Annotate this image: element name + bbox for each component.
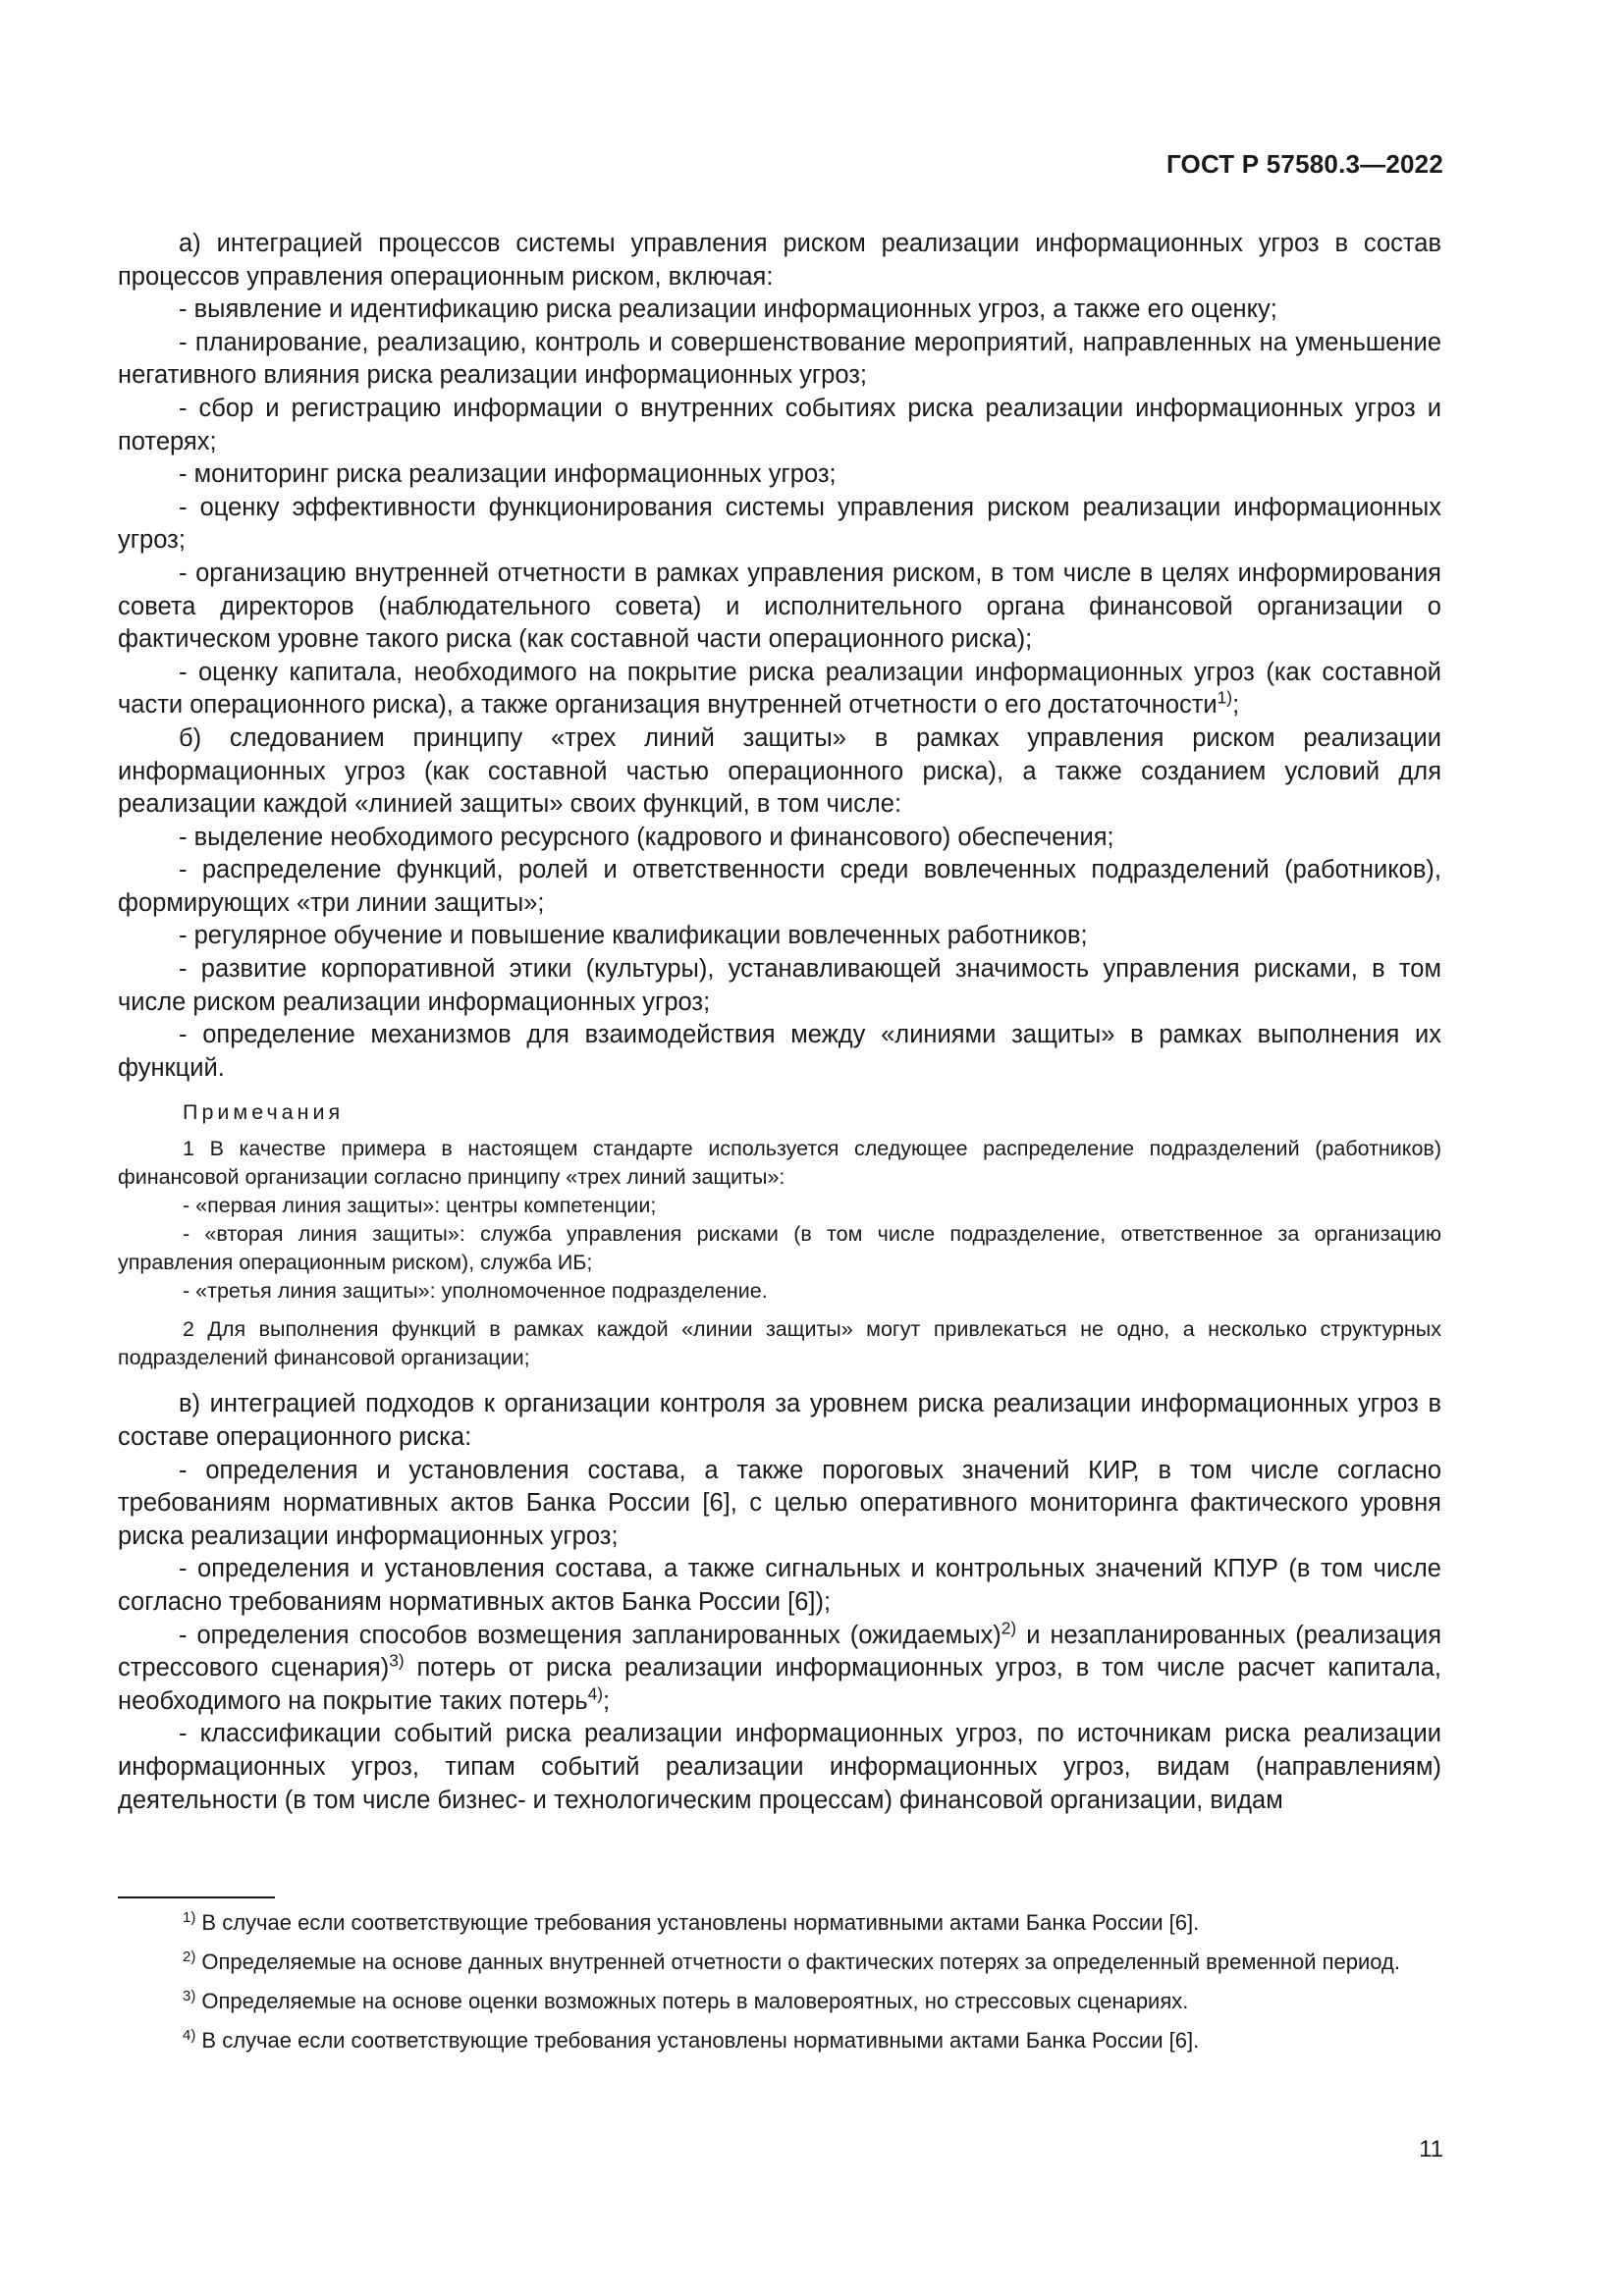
list-item: - планирование, реализацию, контроль и совершенствование мероприятий, направленных на уменьшение негативного влияния риска реализации информационных угроз;	[118, 328, 1441, 390]
list-item-text: - оценку капитала, необходимого на покрытие риска реализации информационных угроз (как составной части операционного риска), а также организация внутренней отчетности о его достаточности	[118, 658, 1441, 720]
note-1-item: - «третья линия защиты»: уполномоченное подразделение.	[183, 1279, 768, 1304]
note-1-item: - «первая линия защиты»: центры компетенции;	[183, 1194, 657, 1218]
footnote-text: В случае если соответствующие требования установлены нормативными актами Банка России [6].	[195, 1910, 1200, 1935]
footnote-text: В случае если соответствующие требования установлены нормативными актами Банка России [6].	[195, 2028, 1200, 2053]
footnote-text: Определяемые на основе оценки возможных потерь в маловероятных, но стрессовых сценариях.	[195, 1989, 1189, 2013]
list-item: - выявление и идентификацию риска реализации информационных угроз, а также его оценку;	[179, 295, 1277, 324]
list-item: - сбор и регистрацию информации о внутренних событиях риска реализации информационных угроз и потерях;	[118, 394, 1441, 455]
list-item: - организацию внутренней отчетности в рамках управления риском, в том числе в целях информирования совета директоров (наблюдательного совета) и исполнительного органа финансовой организации о фактическом уровне такого риска (как составной части операционного риска);	[118, 559, 1441, 654]
list-item-text: и незапланированных (реализация стрессового сценария)	[118, 1621, 1441, 1682]
footnote-ref: 3)	[389, 1650, 405, 1671]
footnote-mark: 4)	[183, 2026, 196, 2044]
footnote-ref: 1)	[1217, 687, 1233, 708]
note-2: 2 Для выполнения функций в рамках каждой «линии защиты» могут привлекаться не одно, а несколько структурных подразделений финансовой организации;	[118, 1317, 1441, 1370]
list-item: - выделение необходимого ресурсного (кадрового и финансового) обеспечения;	[179, 823, 1114, 851]
list-item: - классификации событий риска реализации информационных угроз, по источникам риска реализации информационных угроз, типам событий реализации информационных угроз, видам (направлениям) деятельности (в том числе бизнес- и технологическим процессам) финансовой организации, видам	[118, 1720, 1441, 1814]
notes-block	[118, 1098, 1441, 1372]
footnote-mark: 2)	[183, 1948, 196, 1965]
footnote-ref: 4)	[587, 1683, 604, 1704]
list-item: - регулярное обучение и повышение квалификации вовлеченных работников;	[179, 922, 1088, 950]
note-1: 1 В качестве примера в настоящем стандарте используется следующее распределение подразделений (работников) финансовой организации согласно принципу «трех линий защиты»:	[118, 1137, 1441, 1190]
list-item-text: - определения способов возмещения запланированных (ожидаемых)	[179, 1621, 1001, 1649]
paragraph-b: б) следованием принципу «трех линий защиты» в рамках управления риском реализации информационных угроз (как составной частью операционного риска), а также созданием условий для реализации каждой «линией защиты» своих функций, в том числе:	[118, 723, 1441, 819]
list-item	[118, 1620, 1441, 1719]
list-item: - определения и установления состава, а также пороговых значений КИР, в том числе согласно требованиям нормативных актов Банка России [6], с целью оперативного мониторинга фактического уровня риска реализации информационных угроз;	[118, 1456, 1441, 1550]
list-item-end: ;	[1232, 691, 1240, 720]
note-1-item: - «вторая линия защиты»: служба управления рисками (в том числе подразделение, ответственное за организацию управления операционным риском), служба ИБ;	[118, 1222, 1441, 1275]
footnote	[118, 2026, 1441, 2056]
footnote-mark: 3)	[183, 1987, 196, 2004]
list-item: - развитие корпоративной этики (культуры), устанавливающей значимость управления рисками, в том числе риском реализации информационных угроз;	[118, 955, 1441, 1016]
footnote-separator	[118, 1896, 275, 1898]
list-item: - определения и установления состава, а также сигнальных и контрольных значений КПУР (в том числе согласно требованиям нормативных актов Банка России [6]);	[118, 1555, 1441, 1616]
page-number: 11	[1419, 2136, 1443, 2163]
footnote-text: Определяемые на основе данных внутренней отчетности о фактических потерях за определенный временной период.	[195, 1949, 1401, 1974]
list-item: - оценку эффективности функционирования системы управления риском реализации информационных угроз;	[118, 493, 1441, 555]
footnote-mark: 1)	[183, 1908, 196, 1926]
list-item: - распределение функций, ролей и ответственности среди вовлеченных подразделений (работников), формирующих «три линии защиты»;	[118, 856, 1441, 917]
list-item: - мониторинг риска реализации информационных угроз;	[179, 460, 837, 489]
footnote	[118, 1908, 1441, 1938]
footnote-ref: 2)	[1001, 1618, 1017, 1638]
document-header: ГОСТ Р 57580.3—2022	[1165, 149, 1443, 179]
main-text	[118, 228, 1441, 1817]
list-item: - определение механизмов для взаимодействия между «линиями защиты» в рамках выполнения их функций.	[118, 1021, 1441, 1082]
footnotes	[118, 1908, 1441, 2065]
footnote	[118, 1948, 1441, 1977]
paragraph-a: а) интеграцией процессов системы управления риском реализации информационных угроз в состав процессов управления операционным риском, включая:	[118, 230, 1441, 291]
footnote	[118, 1987, 1441, 2016]
list-item-end: ;	[603, 1686, 611, 1715]
paragraph-v: в) интеграцией подходов к организации контроля за уровнем риска реализации информационных угроз в составе операционного риска:	[118, 1390, 1441, 1452]
list-item	[118, 657, 1441, 722]
list-item-text: потерь от риска реализации информационных угроз, в том числе расчет капитала, необходимого на покрытие таких потерь	[118, 1654, 1441, 1715]
notes-title: Примечания	[183, 1100, 345, 1125]
